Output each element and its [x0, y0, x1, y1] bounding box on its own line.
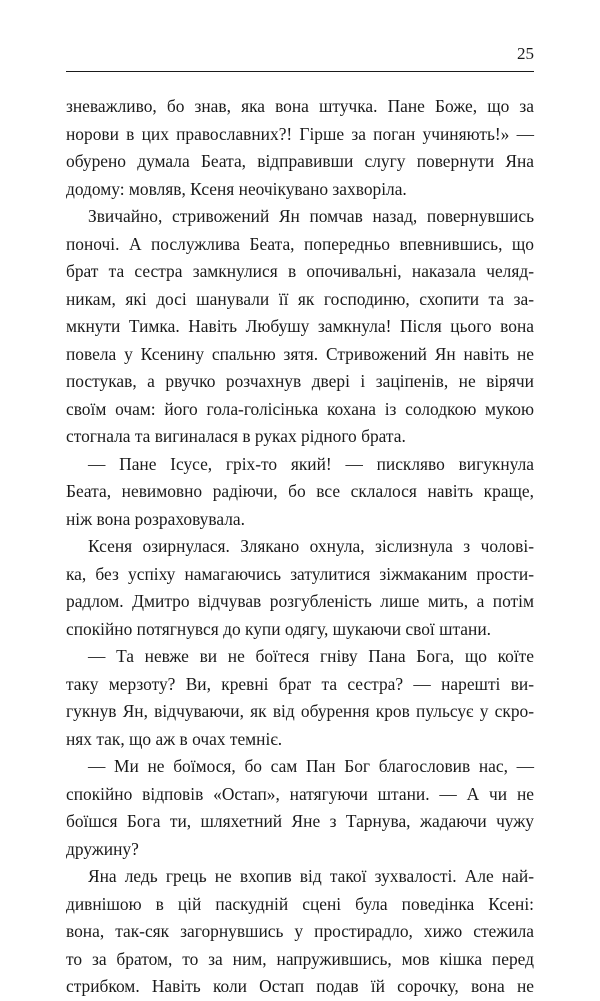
- text-line: зневажливо, бо знав, яка вона штучка. Пане Боже, що за: [66, 96, 534, 116]
- header-rule: [66, 71, 534, 72]
- text-line: — Ми не боїмося, бо сам Пан Бог благословив нас, —: [88, 756, 534, 776]
- text-line: поночі. А послужлива Беата, попередньо впевнившись, що: [66, 233, 534, 254]
- text-line: Яна ледь грець не вхопив від такої зухвалості. Але най-: [88, 866, 534, 886]
- text-line: боїшся Бога ти, шляхетний Яне з Тарнува, жадаючи чужу: [66, 811, 534, 831]
- text-line: мкнути Тимка. Навіть Любушу замкнула! Після цього вона: [66, 316, 534, 336]
- text-line: гукнув Ян, відчуваючи, як від обурення кров пульсує у скро-: [66, 701, 534, 721]
- text-line: додому: мовляв, Ксеня неочікувано захворіла.: [66, 178, 407, 199]
- text-line: никам, які досі шанували її як господиню, схопити та за-: [66, 288, 534, 309]
- text-line: брат та сестра замкнулися в опочивальні, наказала челяд-: [66, 261, 534, 281]
- body-text: [66, 93, 534, 1001]
- text-line: Беата, невимовно радіючи, бо все склалося навіть краще,: [66, 481, 534, 501]
- text-line: обурено думала Беата, відправивши слугу повернути Яна: [66, 151, 534, 171]
- text-line: спокійно потягнувся до купи одягу, шукаючи свої штани.: [66, 618, 491, 639]
- text-line: ніж вона розраховувала.: [66, 508, 245, 529]
- text-line: Звичайно, стривожений Ян помчав назад, повернувшись: [88, 206, 534, 226]
- text-line: — Пане Ісусе, гріх-то який! — пискляво вигукнула: [88, 453, 534, 474]
- text-line: стогнала та вигиналася в руках рідного брата.: [66, 426, 406, 446]
- text-line: — Та невже ви не боїтеся гніву Пана Бога, що коїте: [88, 646, 534, 666]
- text-line: норови в цих православних?! Гірше за поган учиняють!» —: [66, 123, 534, 144]
- text-line: ка, без успіху намагаючись затулитися зіжмаканим прости-: [66, 563, 534, 584]
- text-line: нях так, що аж в очах темніє.: [66, 728, 283, 749]
- text-line: вона, так-сяк загорнувшись у простирадло, хижо стежила: [66, 921, 534, 941]
- text-line: радлом. Дмитро відчував розгубленість лише мить, а потім: [66, 591, 534, 611]
- text-line: своїм очам: його гола-голісінька кохана із солодкою мукою: [66, 398, 534, 419]
- text-line: стрибком. Навіть коли Остап подав їй сорочку, вона не: [66, 976, 534, 996]
- page-number: 25: [517, 44, 534, 63]
- text-line: таку мерзоту? Ви, кревні брат та сестра? — нарешті ви-: [66, 673, 534, 694]
- text-line: то за братом, то за ним, напружившись, мов кішка перед: [66, 948, 534, 969]
- text-line: постукав, а рвучко розчахнув двері і заціпенів, не вірячи: [66, 371, 534, 391]
- text-line: дивнішою в цій паскудній сцені була поведінка Ксені:: [66, 893, 534, 914]
- text-line: дружину?: [66, 838, 139, 859]
- text-line: спокійно відповів «Остап», натягуючи штани. — А чи не: [66, 783, 534, 804]
- text-line: повела у Ксенину спальню зятя. Стривожений Ян навіть не: [66, 343, 534, 364]
- text-line: Ксеня озирнулася. Злякано охнула, зіслизнула з чолові-: [88, 536, 534, 556]
